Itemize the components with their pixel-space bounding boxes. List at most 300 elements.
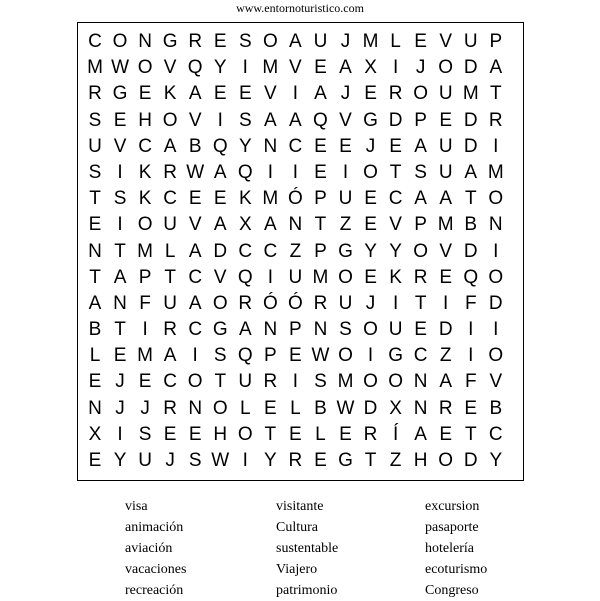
word-item: Viajero: [276, 562, 318, 577]
grid-cell: J: [415, 57, 426, 79]
grid-cell: E: [264, 397, 277, 419]
grid-cell: O: [137, 214, 153, 236]
grid-cell: U: [313, 31, 328, 52]
grid-cell: Z: [389, 450, 402, 471]
grid-cell: A: [489, 57, 503, 79]
grid-cell: U: [438, 135, 453, 157]
grid-cell: S: [138, 423, 152, 445]
grid-cell: Q: [237, 345, 253, 367]
word-item: patrimonio: [276, 583, 338, 598]
grid-cell: C: [413, 345, 428, 367]
grid-cell: N: [488, 214, 503, 236]
grid-cell: E: [88, 214, 102, 236]
grid-row: [83, 448, 508, 474]
grid-cell: A: [289, 31, 302, 52]
grid-cell: S: [414, 161, 427, 183]
grid-cell: Y: [364, 240, 377, 262]
grid-cell: S: [88, 161, 102, 183]
grid-cell: Z: [289, 240, 302, 262]
grid-cell: T: [214, 371, 227, 393]
grid-cell: S: [113, 188, 127, 210]
letter-grid: [83, 29, 508, 474]
grid-cell: L: [240, 397, 251, 419]
grid-cell: U: [88, 135, 102, 157]
grid-cell: O: [187, 371, 203, 393]
grid-cell: L: [89, 345, 101, 367]
grid-cell: O: [488, 188, 504, 210]
grid-cell: D: [463, 450, 478, 471]
grid-row: [83, 134, 508, 160]
grid-cell: S: [238, 31, 252, 52]
grid-cell: N: [138, 31, 152, 52]
grid-cell: L: [315, 423, 326, 445]
grid-cell: D: [388, 109, 403, 131]
grid-cell: E: [113, 345, 127, 367]
grid-cell: E: [439, 109, 453, 131]
grid-cell: V: [439, 240, 453, 262]
grid-cell: V: [264, 83, 277, 105]
word-item: animación: [125, 520, 184, 535]
grid-cell: F: [464, 371, 477, 393]
grid-cell: J: [365, 292, 376, 314]
grid-cell: I: [292, 371, 299, 393]
grid-row: [83, 343, 508, 369]
grid-cell: K: [138, 188, 152, 210]
grid-cell: S: [238, 109, 252, 131]
grid-cell: E: [389, 135, 402, 157]
grid-cell: E: [364, 214, 377, 236]
grid-cell: R: [163, 161, 177, 183]
grid-cell: D: [213, 240, 228, 262]
grid-cell: E: [163, 423, 177, 445]
grid-cell: H: [213, 423, 228, 445]
grid-cell: X: [238, 214, 252, 236]
grid-cell: F: [464, 292, 477, 314]
grid-cell: I: [392, 57, 399, 79]
word-item: excursion: [425, 499, 480, 514]
grid-cell: A: [238, 319, 252, 341]
grid-cell: L: [164, 240, 176, 262]
grid-cell: E: [213, 83, 227, 105]
word-search-grid: [77, 22, 524, 481]
grid-cell: R: [488, 109, 503, 131]
grid-cell: Ó: [288, 188, 303, 210]
grid-cell: R: [363, 423, 378, 445]
grid-cell: D: [438, 319, 453, 341]
grid-cell: D: [363, 397, 378, 419]
grid-cell: E: [364, 188, 377, 210]
grid-cell: E: [113, 109, 127, 131]
grid-cell: N: [413, 371, 428, 393]
grid-cell: T: [489, 83, 502, 105]
grid-row: [83, 160, 508, 186]
grid-cell: I: [192, 345, 198, 367]
grid-cell: R: [413, 266, 428, 288]
grid-cell: E: [364, 266, 377, 288]
grid-cell: M: [312, 266, 329, 288]
grid-cell: O: [237, 423, 253, 445]
grid-cell: H: [413, 450, 428, 471]
grid-cell: M: [437, 214, 454, 236]
grid-cell: I: [292, 83, 299, 105]
grid-cell: B: [314, 397, 327, 419]
grid-cell: C: [138, 135, 152, 157]
grid-cell: Z: [439, 345, 452, 367]
grid-cell: Ó: [262, 292, 278, 314]
grid-cell: Q: [237, 161, 253, 183]
grid-cell: L: [290, 397, 301, 419]
grid-cell: A: [414, 135, 427, 157]
grid-cell: I: [292, 161, 299, 183]
grid-cell: S: [339, 319, 352, 341]
grid-cell: X: [364, 57, 377, 79]
grid-cell: U: [388, 319, 403, 341]
grid-cell: E: [289, 345, 302, 367]
grid-cell: I: [117, 214, 123, 236]
grid-cell: E: [339, 423, 352, 445]
grid-cell: B: [464, 214, 478, 236]
grid-cell: A: [213, 214, 227, 236]
grid-cell: I: [117, 423, 123, 445]
grid-cell: E: [314, 57, 327, 79]
grid-cell: L: [390, 31, 401, 52]
grid-cell: O: [162, 109, 178, 131]
grid-cell: C: [163, 371, 177, 393]
grid-row: [83, 108, 508, 134]
grid-cell: O: [212, 397, 228, 419]
grid-cell: V: [289, 57, 302, 79]
grid-cell: T: [114, 319, 126, 341]
grid-cell: V: [489, 371, 503, 393]
grid-cell: M: [262, 188, 279, 210]
grid-cell: A: [264, 214, 277, 236]
grid-cell: G: [363, 109, 378, 131]
grid-cell: X: [88, 423, 102, 445]
grid-cell: T: [389, 161, 402, 183]
grid-cell: Y: [113, 450, 127, 471]
grid-cell: C: [238, 240, 253, 262]
grid-cell: B: [188, 135, 202, 157]
grid-cell: G: [212, 319, 228, 341]
grid-cell: I: [493, 319, 499, 341]
grid-cell: E: [414, 319, 427, 341]
grid-cell: U: [338, 188, 353, 210]
grid-cell: P: [289, 319, 302, 341]
grid-cell: O: [413, 240, 429, 262]
grid-cell: U: [238, 371, 253, 393]
grid-cell: I: [443, 292, 449, 314]
grid-cell: T: [114, 240, 126, 262]
grid-cell: Q: [313, 109, 328, 131]
grid-cell: K: [389, 266, 402, 288]
grid-cell: Y: [213, 57, 227, 79]
word-item: vacaciones: [125, 562, 187, 577]
grid-cell: A: [314, 83, 327, 105]
grid-cell: M: [87, 57, 103, 79]
grid-cell: V: [188, 214, 202, 236]
grid-cell: N: [88, 240, 102, 262]
grid-cell: R: [263, 371, 278, 393]
grid-cell: W: [186, 161, 205, 183]
grid-cell: I: [493, 240, 499, 262]
grid-cell: I: [267, 266, 273, 288]
grid-cell: A: [188, 240, 202, 262]
grid-cell: Q: [463, 266, 479, 288]
grid-cell: P: [489, 31, 503, 52]
grid-cell: U: [163, 292, 177, 314]
grid-row: [83, 422, 508, 448]
word-item: aviación: [125, 541, 173, 556]
grid-cell: E: [414, 31, 427, 52]
grid-cell: D: [463, 109, 478, 131]
grid-cell: Í: [392, 423, 399, 445]
grid-row: [83, 291, 508, 317]
grid-cell: C: [388, 188, 403, 210]
grid-cell: M: [137, 240, 153, 262]
grid-cell: C: [488, 423, 503, 445]
grid-cell: Q: [237, 266, 253, 288]
grid-cell: A: [439, 371, 453, 393]
grid-cell: J: [115, 397, 125, 419]
grid-row: [83, 81, 508, 107]
grid-cell: G: [388, 345, 403, 367]
grid-cell: J: [115, 371, 125, 393]
grid-cell: K: [163, 83, 177, 105]
grid-row: [83, 317, 508, 343]
word-item: Congreso: [425, 583, 479, 598]
grid-cell: U: [138, 450, 152, 471]
grid-cell: E: [289, 423, 302, 445]
grid-row: [83, 55, 508, 81]
grid-row: [83, 265, 508, 291]
word-list-column-1: [125, 496, 186, 601]
grid-cell: J: [340, 83, 351, 105]
grid-cell: J: [340, 31, 351, 52]
grid-cell: W: [311, 345, 330, 367]
grid-cell: A: [163, 345, 177, 367]
grid-cell: O: [363, 161, 378, 183]
grid-cell: V: [339, 109, 352, 131]
grid-cell: E: [213, 188, 227, 210]
grid-cell: V: [113, 135, 127, 157]
grid-cell: R: [88, 83, 102, 105]
grid-cell: E: [188, 188, 202, 210]
grid-cell: T: [89, 266, 101, 288]
grid-cell: D: [463, 135, 478, 157]
grid-cell: W: [111, 57, 130, 79]
grid-cell: E: [238, 83, 252, 105]
grid-cell: G: [338, 450, 353, 471]
grid-cell: A: [264, 109, 277, 131]
grid-cell: O: [438, 450, 454, 471]
grid-cell: C: [288, 135, 303, 157]
grid-cell: N: [313, 319, 328, 341]
grid-row: [83, 239, 508, 265]
grid-cell: E: [439, 423, 453, 445]
grid-cell: M: [137, 345, 153, 367]
grid-cell: A: [113, 266, 127, 288]
grid-cell: I: [392, 292, 399, 314]
grid-cell: T: [314, 214, 327, 236]
grid-cell: E: [339, 135, 352, 157]
grid-cell: A: [289, 109, 302, 131]
grid-cell: O: [338, 345, 353, 367]
grid-cell: C: [188, 319, 203, 341]
site-url: www.entornoturistico.com: [236, 1, 364, 15]
grid-cell: U: [438, 83, 453, 105]
grid-cell: Z: [339, 214, 352, 236]
grid-cell: N: [413, 397, 428, 419]
grid-cell: O: [112, 31, 128, 52]
grid-cell: O: [388, 371, 403, 393]
grid-cell: E: [88, 450, 102, 471]
grid-cell: P: [414, 109, 427, 131]
grid-cell: O: [363, 319, 378, 341]
grid-cell: Y: [238, 135, 252, 157]
grid-cell: C: [263, 240, 278, 262]
grid-cell: E: [314, 135, 327, 157]
grid-cell: T: [264, 423, 277, 445]
grid-cell: S: [88, 109, 102, 131]
word-item: visitante: [276, 499, 324, 514]
grid-cell: E: [364, 83, 377, 105]
grid-cell: Y: [264, 450, 277, 471]
grid-cell: P: [138, 266, 152, 288]
grid-cell: E: [439, 266, 453, 288]
grid-cell: S: [188, 450, 202, 471]
grid-cell: V: [213, 266, 227, 288]
grid-cell: T: [364, 450, 377, 471]
grid-cell: O: [338, 266, 353, 288]
grid-cell: Ó: [288, 292, 303, 314]
grid-row: [83, 396, 508, 422]
grid-cell: E: [314, 450, 327, 471]
grid-cell: O: [262, 31, 278, 52]
grid-cell: T: [464, 423, 477, 445]
grid-cell: I: [342, 161, 349, 183]
grid-cell: I: [142, 319, 148, 341]
grid-cell: Y: [389, 240, 402, 262]
grid-cell: N: [263, 319, 278, 341]
word-list-column-2: [276, 496, 338, 601]
grid-cell: C: [88, 31, 102, 52]
grid-cell: A: [339, 57, 352, 79]
grid-cell: M: [337, 371, 354, 393]
grid-cell: V: [439, 31, 453, 52]
grid-cell: N: [88, 397, 102, 419]
grid-cell: C: [188, 266, 203, 288]
grid-cell: E: [464, 397, 478, 419]
grid-cell: A: [213, 161, 227, 183]
grid-cell: R: [438, 397, 453, 419]
grid-cell: S: [213, 345, 227, 367]
grid-cell: W: [336, 397, 355, 419]
grid-cell: A: [414, 423, 427, 445]
grid-cell: W: [211, 450, 230, 471]
grid-row: [83, 29, 508, 55]
grid-cell: P: [314, 240, 327, 262]
grid-cell: F: [139, 292, 151, 314]
word-item: ecoturismo: [425, 562, 488, 577]
grid-cell: V: [163, 57, 177, 79]
grid-cell: R: [163, 397, 177, 419]
grid-cell: A: [188, 83, 202, 105]
grid-cell: I: [217, 109, 223, 131]
grid-cell: N: [113, 292, 127, 314]
grid-cell: O: [488, 266, 504, 288]
grid-cell: R: [188, 31, 203, 52]
grid-cell: N: [263, 135, 278, 157]
grid-cell: I: [367, 345, 374, 367]
grid-cell: P: [414, 214, 427, 236]
grid-cell: A: [163, 135, 177, 157]
word-item: sustentable: [276, 541, 339, 556]
grid-cell: R: [288, 450, 303, 471]
grid-cell: G: [162, 31, 178, 52]
grid-cell: I: [493, 135, 499, 157]
grid-cell: T: [89, 188, 101, 210]
grid-cell: B: [489, 397, 503, 419]
grid-row: [83, 369, 508, 395]
grid-cell: Y: [489, 450, 503, 471]
grid-cell: G: [112, 83, 128, 105]
grid-cell: U: [288, 266, 303, 288]
grid-row: [83, 212, 508, 238]
grid-cell: O: [212, 292, 228, 314]
grid-cell: K: [238, 188, 252, 210]
grid-cell: N: [188, 397, 203, 419]
word-list-column-3: [425, 496, 487, 601]
grid-cell: O: [363, 371, 378, 393]
grid-cell: S: [314, 371, 327, 393]
grid-cell: Q: [212, 135, 228, 157]
grid-cell: E: [314, 161, 327, 183]
grid-cell: A: [414, 188, 427, 210]
grid-cell: D: [463, 240, 478, 262]
grid-cell: T: [164, 266, 176, 288]
grid-cell: E: [88, 371, 102, 393]
grid-cell: A: [464, 161, 478, 183]
grid-cell: J: [365, 135, 376, 157]
grid-cell: G: [338, 240, 353, 262]
grid-cell: U: [438, 161, 453, 183]
grid-cell: J: [140, 397, 150, 419]
grid-cell: O: [413, 83, 429, 105]
grid-cell: J: [165, 450, 175, 471]
grid-cell: I: [468, 319, 474, 341]
grid-cell: V: [188, 109, 202, 131]
grid-cell: N: [288, 214, 303, 236]
grid-cell: R: [163, 319, 177, 341]
grid-cell: E: [188, 423, 202, 445]
word-item: pasaporte: [425, 520, 479, 535]
grid-cell: A: [188, 292, 202, 314]
grid-cell: P: [314, 188, 327, 210]
grid-cell: A: [439, 188, 453, 210]
word-item: recreación: [125, 583, 184, 598]
grid-cell: X: [389, 397, 402, 419]
grid-cell: U: [338, 292, 353, 314]
grid-cell: D: [463, 57, 478, 79]
grid-cell: U: [163, 214, 177, 236]
grid-cell: H: [138, 109, 152, 131]
word-item: Cultura: [276, 520, 318, 535]
grid-cell: E: [138, 371, 152, 393]
grid-cell: R: [388, 83, 403, 105]
grid-cell: C: [163, 188, 177, 210]
grid-cell: M: [262, 57, 279, 79]
grid-cell: A: [88, 292, 102, 314]
